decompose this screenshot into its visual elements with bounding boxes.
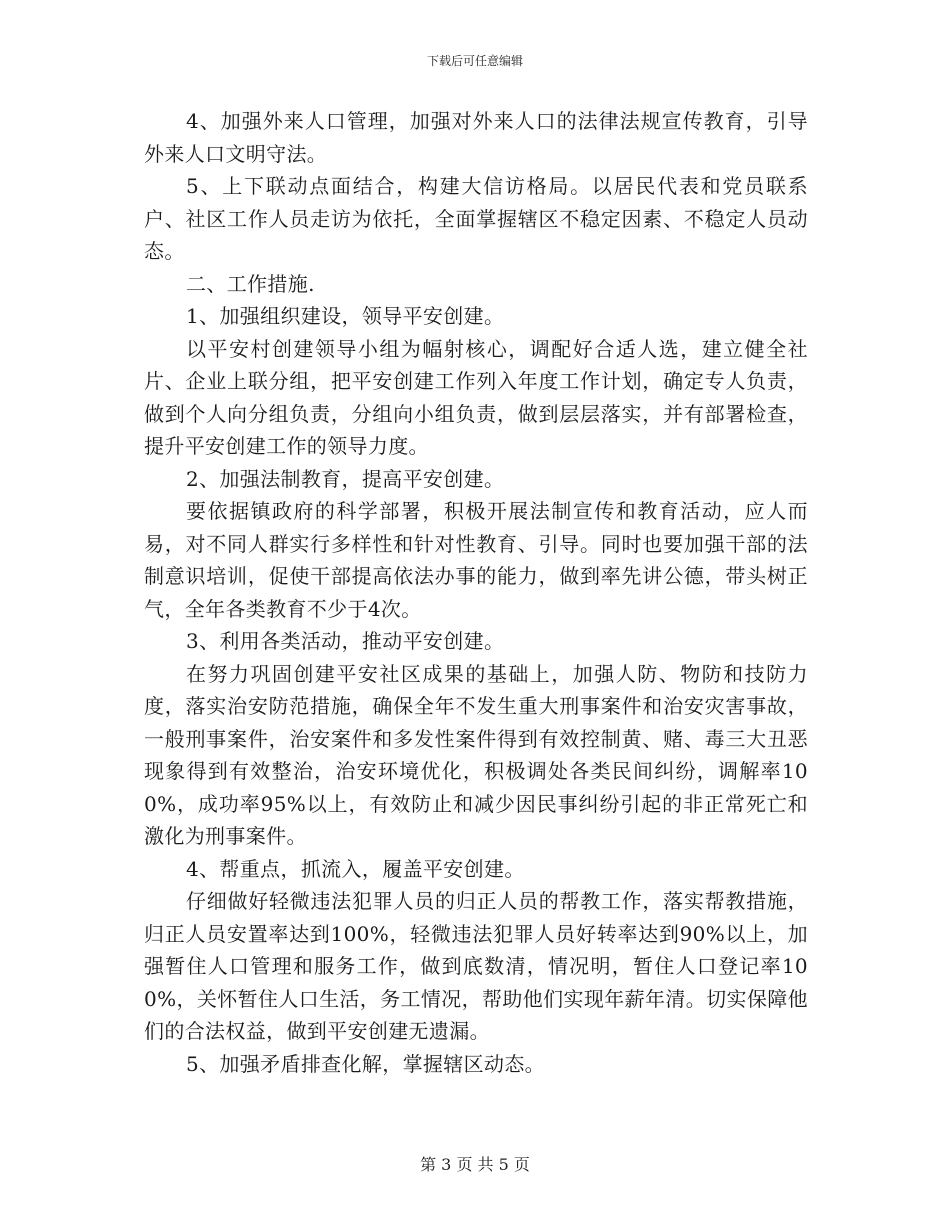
document-body	[144, 105, 808, 1080]
paragraph-activities: 在努力巩固创建平安社区成果的基础上，加强人防、物防和技防力度，落实治安防范措施，确保全年不发生重大刑事案件和治安灾害事故，一般刑事案件，治安案件和多发性案件得到有效控制黄、赌、毒三大丑恶现象得到有效整治，治安环境优化，积极调处各类民间纠纷，调解率100%，成功率95%以上，有效防止和减少因民事纠纷引起的非正常死亡和激化为刑事案件。	[144, 661, 808, 848]
subheading-activities: 3、利用各类活动，推动平安创建。	[186, 629, 505, 653]
paragraph-legal-education: 要依据镇政府的科学部署，积极开展法制宣传和教育活动，应人而易，对不同人群实行多样性和针对性教育、引导。同时也要加强干部的法制意识培训，促使干部提高依法办事的能力，做到率先讲公德，带头树正气，全年各类教育不少于4次。	[144, 499, 808, 621]
page-number-footer: 第 3 页 共 5 页	[420, 1155, 530, 1174]
paragraph-item-4-outsiders: 4、加强外来人口管理，加强对外来人口的法律法规宣传教育，引导外来人口文明守法。	[144, 109, 808, 166]
subheading-key-groups: 4、帮重点，抓流入，履盖平安创建。	[186, 856, 525, 881]
section-heading-measures: 二、工作措施.	[186, 271, 315, 296]
subheading-conflict-resolution: 5、加强矛盾排查化解，掌握辖区动态。	[186, 1051, 546, 1076]
paragraph-key-groups: 仔细做好轻微违法犯罪人员的归正人员的帮教工作，落实帮教措施，归正人员安置率达到100%，轻微违法犯罪人员好转率达到90%以上，加强暂住人口管理和服务工作，做到底数清，情况明，暂住人口登记率100%，关怀暂住人口生活，务工情况，帮助他们实现年薪年清。切实保障他们的合法权益，做到平安创建无遗漏。	[144, 889, 808, 1043]
page-header: 下载后可任意编辑	[426, 54, 523, 68]
paragraph-organization: 以平安村创建领导小组为幅射核心，调配好合适人选，建立健全社片、企业上联分组，把平安创建工作列入年度工作计划，确定专人负责，做到个人向分组负责，分组向小组负责，做到层层落实，并有部署检查，提升平安创建工作的领导力度。	[144, 336, 808, 458]
subheading-organization: 1、加强组织建设，领导平安创建。	[186, 304, 505, 328]
paragraph-item-5-petition: 5、上下联动点面结合，构建大信访格局。以居民代表和党员联系户、社区工作人员走访为依托，全面掌握辖区不稳定因素、不稳定人员动态。	[144, 174, 808, 263]
subheading-legal-education: 2、加强法制教育，提高平安创建。	[186, 466, 505, 491]
